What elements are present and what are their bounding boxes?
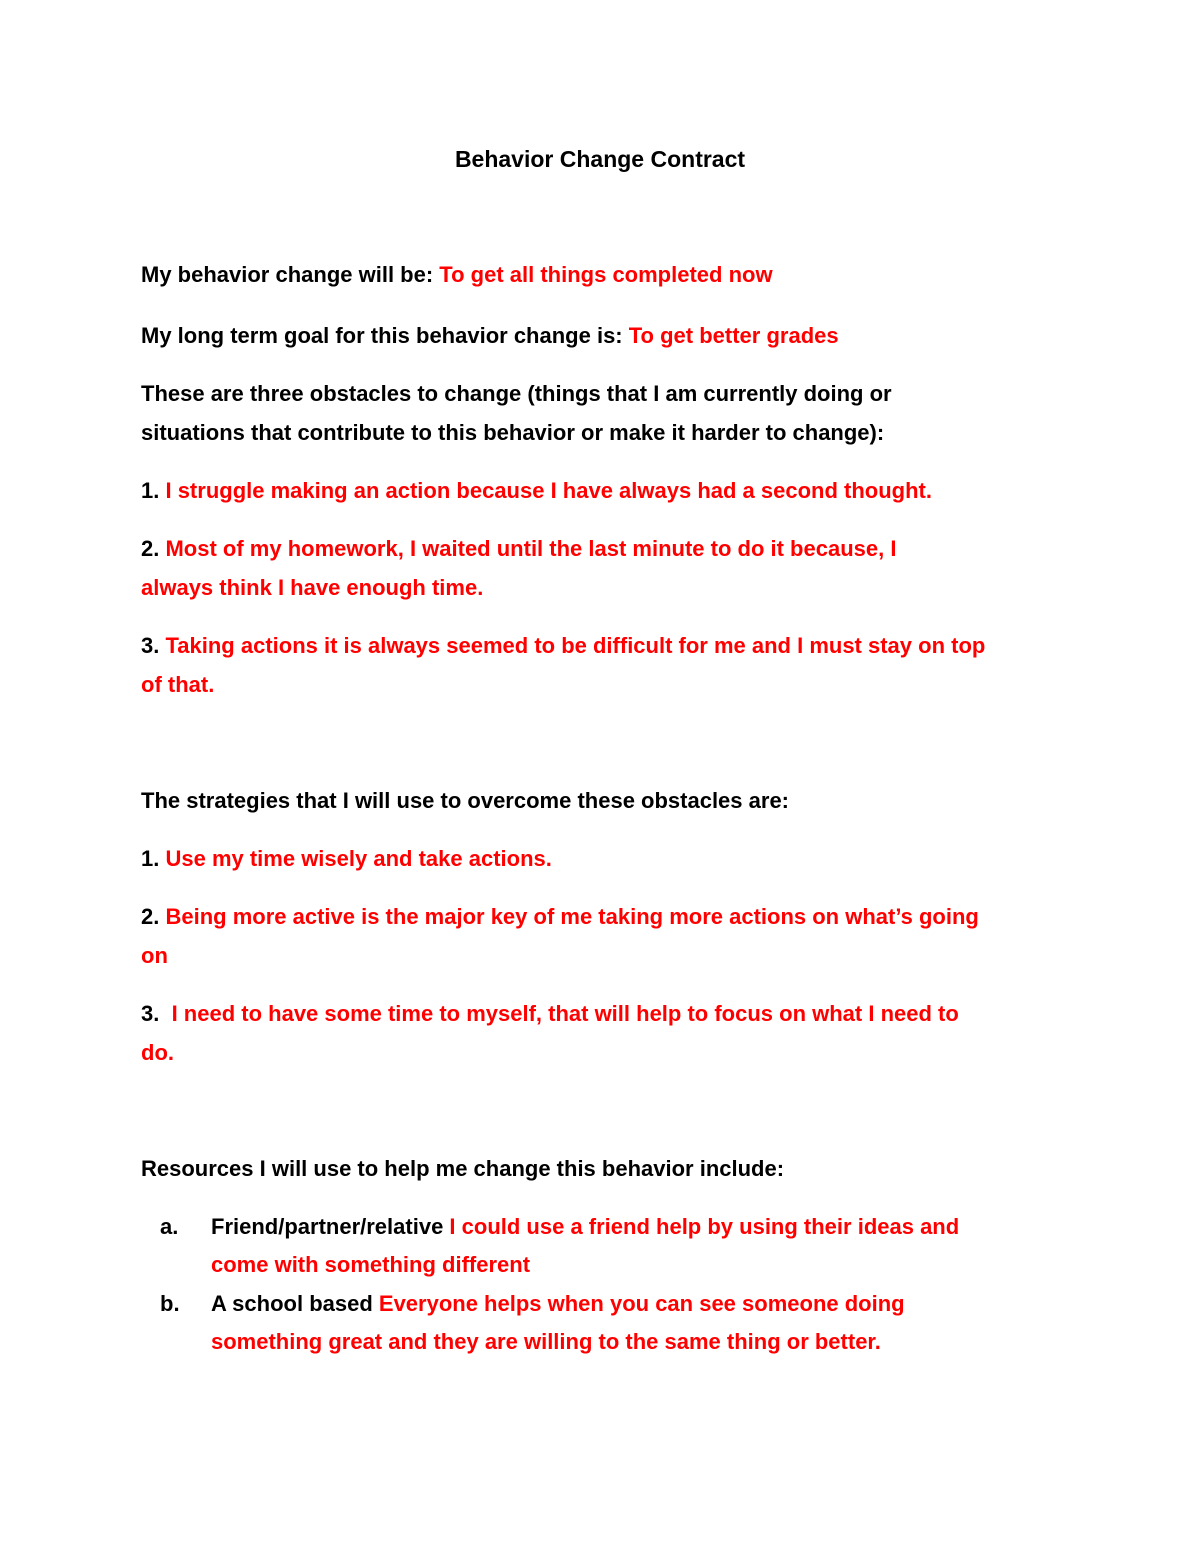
strategy-number: 1. bbox=[141, 846, 166, 871]
obstacle-text-line-2: always think I have enough time. bbox=[141, 575, 484, 600]
obstacle-item-1 bbox=[141, 472, 1066, 510]
strategy-number: 2. bbox=[141, 904, 166, 929]
obstacle-number: 1. bbox=[141, 478, 166, 503]
strategy-text-line-1: Being more active is the major key of me taking more actions on what’s going bbox=[165, 904, 979, 929]
long-term-goal-label: My long term goal for this behavior change is: bbox=[141, 323, 629, 348]
resource-content-line-1 bbox=[211, 1208, 1060, 1246]
strategy-item-2 bbox=[141, 898, 1066, 936]
resource-marker: b. bbox=[160, 1291, 180, 1316]
strategy-item-1 bbox=[141, 840, 1066, 878]
obstacle-text: I struggle making an action because I have always had a second thought. bbox=[165, 478, 932, 503]
strategy-text-line-1: I need to have some time to myself, that will help to focus on what I need to bbox=[171, 1001, 959, 1026]
resource-text-line-2: something great and they are willing to the same thing or better. bbox=[211, 1329, 881, 1354]
resource-label: A school based bbox=[211, 1291, 379, 1316]
obstacle-item-3 bbox=[141, 627, 1066, 665]
behavior-change-answer: To get all things completed now bbox=[439, 262, 773, 287]
resource-item-a bbox=[160, 1208, 1060, 1284]
resource-item-b bbox=[160, 1285, 1060, 1361]
strategy-text-line-2: on bbox=[141, 943, 168, 968]
behavior-change-label: My behavior change will be: bbox=[141, 262, 440, 287]
strategy-text: Use my time wisely and take actions. bbox=[165, 846, 552, 871]
obstacle-number: 3. bbox=[141, 633, 166, 658]
obstacles-intro-line-1: These are three obstacles to change (things that I am currently doing or bbox=[141, 381, 892, 406]
strategies-intro: The strategies that I will use to overcome these obstacles are: bbox=[141, 788, 790, 813]
behavior-change-line bbox=[141, 256, 1066, 294]
resource-label: Friend/partner/relative bbox=[211, 1214, 450, 1239]
resource-content-line-1 bbox=[211, 1285, 1060, 1323]
obstacle-number: 2. bbox=[141, 536, 166, 561]
resource-text-line-1: I could use a friend help by using their ideas and bbox=[449, 1214, 960, 1239]
obstacles-intro-line-2: situations that contribute to this behavior or make it harder to change): bbox=[141, 420, 885, 445]
resource-marker: a. bbox=[160, 1214, 179, 1239]
resource-text-line-2: come with something different bbox=[211, 1252, 531, 1277]
obstacle-text-line-1: Most of my homework, I waited until the last minute to do it because, I bbox=[165, 536, 897, 561]
strategy-text-line-2: do. bbox=[141, 1040, 174, 1065]
long-term-goal-line bbox=[141, 317, 1066, 355]
obstacle-text-line-2: of that. bbox=[141, 672, 215, 697]
document-title: Behavior Change Contract bbox=[454, 146, 746, 172]
strategy-number: 3. bbox=[141, 1001, 172, 1026]
strategy-item-3 bbox=[141, 995, 1066, 1033]
resources-intro: Resources I will use to help me change this behavior include: bbox=[141, 1156, 785, 1181]
obstacle-text-line-1: Taking actions it is always seemed to be difficult for me and I must stay on top bbox=[165, 633, 986, 658]
long-term-goal-answer: To get better grades bbox=[628, 323, 839, 348]
resource-text-line-1: Everyone helps when you can see someone doing bbox=[378, 1291, 905, 1316]
obstacle-item-2 bbox=[141, 530, 1066, 568]
